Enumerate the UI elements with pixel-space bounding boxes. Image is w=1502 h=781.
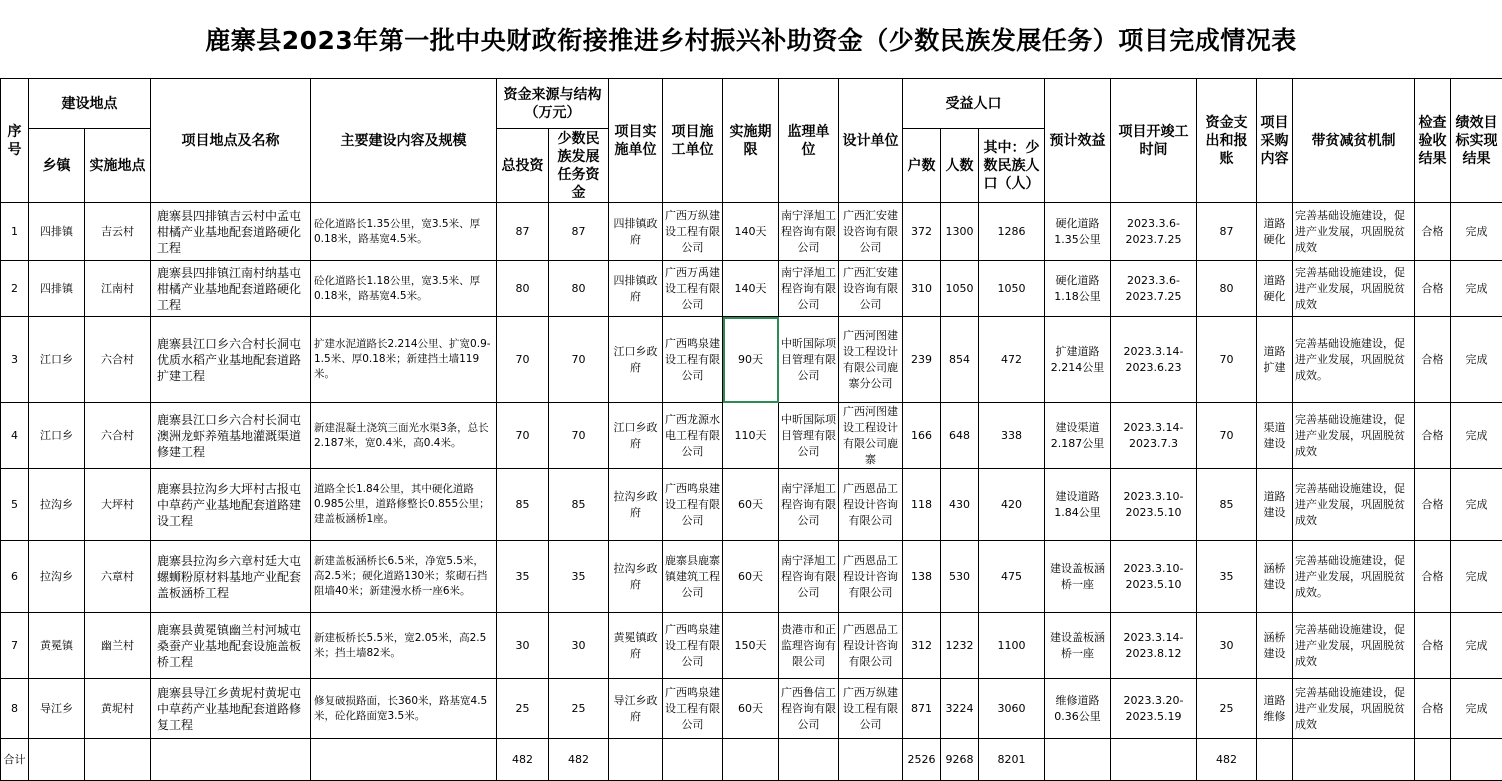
row-town[interactable]: 拉沟乡 bbox=[29, 541, 85, 613]
row-town[interactable]: 拉沟乡 bbox=[29, 469, 85, 541]
header-project: 项目地点及名称 bbox=[151, 79, 311, 203]
row-performance[interactable]: 完成 bbox=[1451, 541, 1502, 613]
row-constructor[interactable]: 广西鸣泉建设工程有限公司 bbox=[663, 679, 723, 739]
header-site: 实施地点 bbox=[85, 129, 151, 203]
row-designer[interactable]: 广西汇安建设咨询有限公司 bbox=[839, 203, 903, 261]
row-seq[interactable]: 2 bbox=[1, 261, 29, 317]
row-people[interactable]: 3224 bbox=[941, 679, 979, 739]
row-supervisor[interactable]: 中昕国际项目管理有限公司 bbox=[779, 317, 839, 403]
row-mechanism[interactable]: 完善基础设施建设，促进产业发展，巩固脱贫成效。 bbox=[1293, 317, 1415, 403]
row-benefit[interactable]: 扩建道路2.214公里 bbox=[1045, 317, 1111, 403]
row-inspection[interactable]: 合格 bbox=[1415, 679, 1451, 739]
row-inspection[interactable]: 合格 bbox=[1415, 469, 1451, 541]
row-dates[interactable]: 2023.3.20-2023.5.19 bbox=[1111, 679, 1197, 739]
header-period: 实施期限 bbox=[723, 79, 779, 203]
header-content: 主要建设内容及规模 bbox=[311, 79, 497, 203]
header-performance: 绩效目标实现结果 bbox=[1451, 79, 1502, 203]
row-content[interactable]: 道路全长1.84公里，其中硬化道路0.985公里，道路修整长0.855公里；建盖板涵桥1座。 bbox=[311, 469, 497, 541]
row-minority-fund[interactable]: 30 bbox=[549, 613, 609, 679]
row-minority-fund[interactable]: 35 bbox=[549, 541, 609, 613]
row-project[interactable]: 鹿寨县导江乡黄坭村黄坭屯中草药产业基地配套道路修复工程 bbox=[151, 679, 311, 739]
row-constructor[interactable]: 广西万禹建设工程有限公司 bbox=[663, 261, 723, 317]
row-minority-people[interactable]: 3060 bbox=[979, 679, 1045, 739]
row-period[interactable]: 110天 bbox=[723, 403, 779, 469]
table-row[interactable] bbox=[1, 469, 1502, 541]
row-spending[interactable]: 70 bbox=[1197, 317, 1257, 403]
row-period[interactable]: 60天 bbox=[723, 679, 779, 739]
totals-minority-people: 8201 bbox=[979, 739, 1045, 781]
row-dates[interactable]: 2023.3.14-2023.8.12 bbox=[1111, 613, 1197, 679]
row-minority-people[interactable]: 472 bbox=[979, 317, 1045, 403]
row-procurement[interactable]: 道路硬化 bbox=[1257, 261, 1293, 317]
row-minority-people[interactable]: 420 bbox=[979, 469, 1045, 541]
row-performance[interactable]: 完成 bbox=[1451, 403, 1502, 469]
header-town: 乡镇 bbox=[29, 129, 85, 203]
row-content[interactable]: 新建混凝土浇筑三面光水渠3条，总长2.187米，宽0.4米，高0.4米。 bbox=[311, 403, 497, 469]
row-period[interactable]: 90天 bbox=[723, 317, 779, 403]
row-supervisor[interactable]: 南宁泽旭工程咨询有限公司 bbox=[779, 541, 839, 613]
header-procurement: 项目采购内容 bbox=[1257, 79, 1293, 203]
row-minority-people[interactable]: 1100 bbox=[979, 613, 1045, 679]
row-spending[interactable]: 87 bbox=[1197, 203, 1257, 261]
row-benefit[interactable]: 建设盖板涵桥一座 bbox=[1045, 613, 1111, 679]
row-designer[interactable]: 广西河图建设工程设计有限公司鹿寨分公司 bbox=[839, 317, 903, 403]
row-benefit[interactable]: 硬化道路1.35公里 bbox=[1045, 203, 1111, 261]
row-spending[interactable]: 85 bbox=[1197, 469, 1257, 541]
table-row[interactable] bbox=[1, 613, 1502, 679]
row-households[interactable]: 310 bbox=[903, 261, 941, 317]
row-inspection[interactable]: 合格 bbox=[1415, 613, 1451, 679]
row-procurement[interactable]: 道路扩建 bbox=[1257, 317, 1293, 403]
row-supervisor[interactable]: 南宁泽旭工程咨询有限公司 bbox=[779, 203, 839, 261]
row-seq[interactable]: 3 bbox=[1, 317, 29, 403]
row-designer[interactable]: 广西恩品工程设计咨询有限公司 bbox=[839, 469, 903, 541]
totals-row[interactable] bbox=[1, 739, 1502, 781]
row-procurement[interactable]: 道路硬化 bbox=[1257, 203, 1293, 261]
row-site[interactable]: 大坪村 bbox=[85, 469, 151, 541]
row-supervisor[interactable]: 南宁泽旭工程咨询有限公司 bbox=[779, 469, 839, 541]
row-performance[interactable]: 完成 bbox=[1451, 317, 1502, 403]
row-project[interactable]: 鹿寨县黄冕镇幽兰村河城屯桑蚕产业基地配套设施盖板桥工程 bbox=[151, 613, 311, 679]
row-total[interactable]: 70 bbox=[497, 317, 549, 403]
row-people[interactable]: 530 bbox=[941, 541, 979, 613]
row-supervisor[interactable]: 广西鲁信工程咨询有限公司 bbox=[779, 679, 839, 739]
row-performance[interactable]: 完成 bbox=[1451, 613, 1502, 679]
row-project[interactable]: 鹿寨县四排镇吉云村中孟屯柑橘产业基地配套道路硬化工程 bbox=[151, 203, 311, 261]
row-period[interactable]: 140天 bbox=[723, 203, 779, 261]
row-inspection[interactable]: 合格 bbox=[1415, 403, 1451, 469]
row-period[interactable]: 60天 bbox=[723, 541, 779, 613]
row-mechanism[interactable]: 完善基础设施建设，促进产业发展，巩固脱贫成效。 bbox=[1293, 541, 1415, 613]
row-content[interactable]: 扩建水泥道路长2.214公里、扩宽0.9-1.5米、厚0.18米；新建挡土墙119米。 bbox=[311, 317, 497, 403]
row-seq[interactable]: 7 bbox=[1, 613, 29, 679]
table-row[interactable] bbox=[1, 403, 1502, 469]
row-impl-unit[interactable]: 拉沟乡政府 bbox=[609, 541, 663, 613]
row-site[interactable]: 六合村 bbox=[85, 403, 151, 469]
header-constructor: 项目施工单位 bbox=[663, 79, 723, 203]
row-seq[interactable]: 5 bbox=[1, 469, 29, 541]
row-households[interactable]: 166 bbox=[903, 403, 941, 469]
row-content[interactable]: 砼化道路长1.35公里，宽3.5米、厚0.18米，路基宽4.5米。 bbox=[311, 203, 497, 261]
row-people[interactable]: 854 bbox=[941, 317, 979, 403]
row-impl-unit[interactable]: 江口乡政府 bbox=[609, 403, 663, 469]
row-mechanism[interactable]: 完善基础设施建设，促进产业发展，巩固脱贫成效 bbox=[1293, 613, 1415, 679]
row-seq[interactable]: 8 bbox=[1, 679, 29, 739]
row-content[interactable]: 新建板桥长5.5米，宽2.05米，高2.5米；挡土墙82米。 bbox=[311, 613, 497, 679]
row-minority-people[interactable]: 1286 bbox=[979, 203, 1045, 261]
header-spending: 资金支出和报账 bbox=[1197, 79, 1257, 203]
row-impl-unit[interactable]: 拉沟乡政府 bbox=[609, 469, 663, 541]
row-total[interactable]: 70 bbox=[497, 403, 549, 469]
row-procurement[interactable]: 涵桥建设 bbox=[1257, 541, 1293, 613]
row-total[interactable]: 30 bbox=[497, 613, 549, 679]
row-benefit[interactable]: 维修道路0.36公里 bbox=[1045, 679, 1111, 739]
row-benefit[interactable]: 硬化道路1.18公里 bbox=[1045, 261, 1111, 317]
row-people[interactable]: 1050 bbox=[941, 261, 979, 317]
row-minority-fund[interactable]: 85 bbox=[549, 469, 609, 541]
row-site[interactable]: 幽兰村 bbox=[85, 613, 151, 679]
totals-label: 合计 bbox=[1, 739, 29, 781]
row-households[interactable]: 118 bbox=[903, 469, 941, 541]
row-minority-fund[interactable]: 25 bbox=[549, 679, 609, 739]
row-inspection[interactable]: 合格 bbox=[1415, 317, 1451, 403]
row-content[interactable]: 砼化道路长1.18公里，宽3.5米、厚0.18米，路基宽4.5米。 bbox=[311, 261, 497, 317]
row-content[interactable]: 新建盖板涵桥长6.5米，净宽5.5米，高2.5米；硬化道路130米；浆砌石挡阻墙40米；新建漫水桥一座6米。 bbox=[311, 541, 497, 613]
row-inspection[interactable]: 合格 bbox=[1415, 261, 1451, 317]
header-benefit: 预计效益 bbox=[1045, 79, 1111, 203]
totals-households: 2526 bbox=[903, 739, 941, 781]
row-households[interactable]: 312 bbox=[903, 613, 941, 679]
row-minority-people[interactable]: 1050 bbox=[979, 261, 1045, 317]
row-project[interactable]: 鹿寨县江口乡六合村长洞屯澳洲龙虾养殖基地灌溉渠道修建工程 bbox=[151, 403, 311, 469]
row-minority-fund[interactable]: 70 bbox=[549, 317, 609, 403]
row-constructor[interactable]: 广西万纵建设工程有限公司 bbox=[663, 203, 723, 261]
table-row[interactable] bbox=[1, 541, 1502, 613]
row-site[interactable]: 六合村 bbox=[85, 317, 151, 403]
table-row[interactable] bbox=[1, 679, 1502, 739]
row-content[interactable]: 修复破损路面，长360米，路基宽4.5米，砼化路面宽3.5米。 bbox=[311, 679, 497, 739]
row-designer[interactable]: 广西万纵建设工程有限公司 bbox=[839, 679, 903, 739]
row-project[interactable]: 鹿寨县拉沟乡大坪村古报屯中草药产业基地配套道路建设工程 bbox=[151, 469, 311, 541]
row-constructor[interactable]: 鹿寨县鹿寨镇建筑工程公司 bbox=[663, 541, 723, 613]
row-mechanism[interactable]: 完善基础设施建设，促进产业发展，巩固脱贫成效 bbox=[1293, 203, 1415, 261]
row-dates[interactable]: 2023.3.10-2023.5.10 bbox=[1111, 469, 1197, 541]
row-spending[interactable]: 80 bbox=[1197, 261, 1257, 317]
row-households[interactable]: 372 bbox=[903, 203, 941, 261]
row-inspection[interactable]: 合格 bbox=[1415, 541, 1451, 613]
row-dates[interactable]: 2023.3.14-2023.7.3 bbox=[1111, 403, 1197, 469]
header-fund: 资金来源与结构（万元） bbox=[497, 79, 609, 129]
row-performance[interactable]: 完成 bbox=[1451, 679, 1502, 739]
table-row[interactable] bbox=[1, 261, 1502, 317]
row-households[interactable]: 239 bbox=[903, 317, 941, 403]
row-spending[interactable]: 25 bbox=[1197, 679, 1257, 739]
row-supervisor[interactable]: 南宁泽旭工程咨询有限公司 bbox=[779, 261, 839, 317]
row-project[interactable]: 鹿寨县江口乡六合村长洞屯优质水稻产业基地配套道路扩建工程 bbox=[151, 317, 311, 403]
row-procurement[interactable]: 道路维修 bbox=[1257, 679, 1293, 739]
header-minority-fund: 少数民族发展任务资金 bbox=[549, 129, 609, 203]
row-impl-unit[interactable]: 四排镇政府 bbox=[609, 203, 663, 261]
row-people[interactable]: 430 bbox=[941, 469, 979, 541]
row-spending[interactable]: 30 bbox=[1197, 613, 1257, 679]
header-dates: 项目开竣工时间 bbox=[1111, 79, 1197, 203]
row-designer[interactable]: 广西恩品工程设计咨询有限公司 bbox=[839, 541, 903, 613]
row-procurement[interactable]: 道路建设 bbox=[1257, 469, 1293, 541]
row-site[interactable]: 六章村 bbox=[85, 541, 151, 613]
row-project[interactable]: 鹿寨县拉沟乡六章村廷大屯螺蛳粉原材料基地产业配套盖板涵桥工程 bbox=[151, 541, 311, 613]
row-dates[interactable]: 2023.3.10-2023.5.10 bbox=[1111, 541, 1197, 613]
row-period[interactable]: 140天 bbox=[723, 261, 779, 317]
row-spending[interactable]: 70 bbox=[1197, 403, 1257, 469]
row-impl-unit[interactable]: 江口乡政府 bbox=[609, 317, 663, 403]
totals-minority: 482 bbox=[549, 739, 609, 781]
row-project[interactable]: 鹿寨县四排镇江南村纳基屯柑橘产业基地配套道路硬化工程 bbox=[151, 261, 311, 317]
row-mechanism[interactable]: 完善基础设施建设，促进产业发展，巩固脱贫成效 bbox=[1293, 679, 1415, 739]
header-inspection: 检查验收结果 bbox=[1415, 79, 1451, 203]
header-total: 总投资 bbox=[497, 129, 549, 203]
row-designer[interactable]: 广西河图建设工程设计有限公司鹿寨 bbox=[839, 403, 903, 469]
row-town[interactable]: 导江乡 bbox=[29, 679, 85, 739]
header-location: 建设地点 bbox=[29, 79, 151, 129]
row-town[interactable]: 江口乡 bbox=[29, 403, 85, 469]
row-spending[interactable]: 35 bbox=[1197, 541, 1257, 613]
row-total[interactable]: 87 bbox=[497, 203, 549, 261]
row-total[interactable]: 85 bbox=[497, 469, 549, 541]
row-seq[interactable]: 1 bbox=[1, 203, 29, 261]
row-period[interactable]: 60天 bbox=[723, 469, 779, 541]
header-mechanism: 带贫减贫机制 bbox=[1293, 79, 1415, 203]
header-seq: 序号 bbox=[1, 79, 29, 203]
row-impl-unit[interactable]: 导江乡政府 bbox=[609, 679, 663, 739]
header-supervisor: 监理单位 bbox=[779, 79, 839, 203]
row-site[interactable]: 黄坭村 bbox=[85, 679, 151, 739]
row-minority-fund[interactable]: 80 bbox=[549, 261, 609, 317]
project-table bbox=[0, 78, 1502, 781]
header-people: 人数 bbox=[941, 129, 979, 203]
row-town[interactable]: 黄冕镇 bbox=[29, 613, 85, 679]
row-people[interactable]: 648 bbox=[941, 403, 979, 469]
row-minority-fund[interactable]: 70 bbox=[549, 403, 609, 469]
row-town[interactable]: 四排镇 bbox=[29, 261, 85, 317]
row-impl-unit[interactable]: 黄冕镇政府 bbox=[609, 613, 663, 679]
row-dates[interactable]: 2023.3.6-2023.7.25 bbox=[1111, 203, 1197, 261]
row-designer[interactable]: 广西汇安建设咨询有限公司 bbox=[839, 261, 903, 317]
row-designer[interactable]: 广西恩品工程设计咨询有限公司 bbox=[839, 613, 903, 679]
table-body bbox=[1, 203, 1502, 739]
row-constructor[interactable]: 广西鸣泉建设工程有限公司 bbox=[663, 613, 723, 679]
row-people[interactable]: 1232 bbox=[941, 613, 979, 679]
row-site[interactable]: 吉云村 bbox=[85, 203, 151, 261]
header-minority-people: 其中：少数民族人口（人） bbox=[979, 129, 1045, 203]
row-period[interactable]: 150天 bbox=[723, 613, 779, 679]
row-minority-people[interactable]: 475 bbox=[979, 541, 1045, 613]
header-impl-unit: 项目实施单位 bbox=[609, 79, 663, 203]
row-procurement[interactable]: 涵桥建设 bbox=[1257, 613, 1293, 679]
row-performance[interactable]: 完成 bbox=[1451, 203, 1502, 261]
row-total[interactable]: 25 bbox=[497, 679, 549, 739]
page-title: 鹿寨县2023年第一批中央财政衔接推进乡村振兴补助资金（少数民族发展任务）项目完成情况表 bbox=[0, 0, 1502, 78]
row-dates[interactable]: 2023.3.14-2023.6.23 bbox=[1111, 317, 1197, 403]
row-town[interactable]: 江口乡 bbox=[29, 317, 85, 403]
row-constructor[interactable]: 广西鸣泉建设工程有限公司 bbox=[663, 469, 723, 541]
row-site[interactable]: 江南村 bbox=[85, 261, 151, 317]
row-performance[interactable]: 完成 bbox=[1451, 469, 1502, 541]
row-mechanism[interactable]: 完善基础设施建设，促进产业发展，巩固脱贫成效 bbox=[1293, 469, 1415, 541]
header-designer: 设计单位 bbox=[839, 79, 903, 203]
row-constructor[interactable]: 广西鸣泉建设工程有限公司 bbox=[663, 317, 723, 403]
row-seq[interactable]: 6 bbox=[1, 541, 29, 613]
row-supervisor[interactable]: 贵港市和正监理咨询有限公司 bbox=[779, 613, 839, 679]
row-town[interactable]: 四排镇 bbox=[29, 203, 85, 261]
row-mechanism[interactable]: 完善基础设施建设，促进产业发展，巩固脱贫成效 bbox=[1293, 261, 1415, 317]
row-mechanism[interactable]: 完善基础设施建设，促进产业发展，巩固脱贫成效 bbox=[1293, 403, 1415, 469]
row-procurement[interactable]: 渠道建设 bbox=[1257, 403, 1293, 469]
row-seq[interactable]: 4 bbox=[1, 403, 29, 469]
row-households[interactable]: 138 bbox=[903, 541, 941, 613]
row-total[interactable]: 80 bbox=[497, 261, 549, 317]
row-minority-fund[interactable]: 87 bbox=[549, 203, 609, 261]
row-performance[interactable]: 完成 bbox=[1451, 261, 1502, 317]
row-inspection[interactable]: 合格 bbox=[1415, 203, 1451, 261]
row-households[interactable]: 871 bbox=[903, 679, 941, 739]
header-beneficiary: 受益人口 bbox=[903, 79, 1045, 129]
row-benefit[interactable]: 建设渠道2.187公里 bbox=[1045, 403, 1111, 469]
header-households: 户数 bbox=[903, 129, 941, 203]
table-row[interactable] bbox=[1, 203, 1502, 261]
row-constructor[interactable]: 广西龙源水电工程有限公司 bbox=[663, 403, 723, 469]
table-row[interactable] bbox=[1, 317, 1502, 403]
totals-spending: 482 bbox=[1197, 739, 1257, 781]
row-impl-unit[interactable]: 四排镇政府 bbox=[609, 261, 663, 317]
row-supervisor[interactable]: 中昕国际项目管理有限公司 bbox=[779, 403, 839, 469]
row-benefit[interactable]: 建设道路1.84公里 bbox=[1045, 469, 1111, 541]
row-dates[interactable]: 2023.3.6-2023.7.25 bbox=[1111, 261, 1197, 317]
totals-total: 482 bbox=[497, 739, 549, 781]
row-total[interactable]: 35 bbox=[497, 541, 549, 613]
row-people[interactable]: 1300 bbox=[941, 203, 979, 261]
row-minority-people[interactable]: 338 bbox=[979, 403, 1045, 469]
row-benefit[interactable]: 建设盖板涵桥一座 bbox=[1045, 541, 1111, 613]
totals-people: 9268 bbox=[941, 739, 979, 781]
